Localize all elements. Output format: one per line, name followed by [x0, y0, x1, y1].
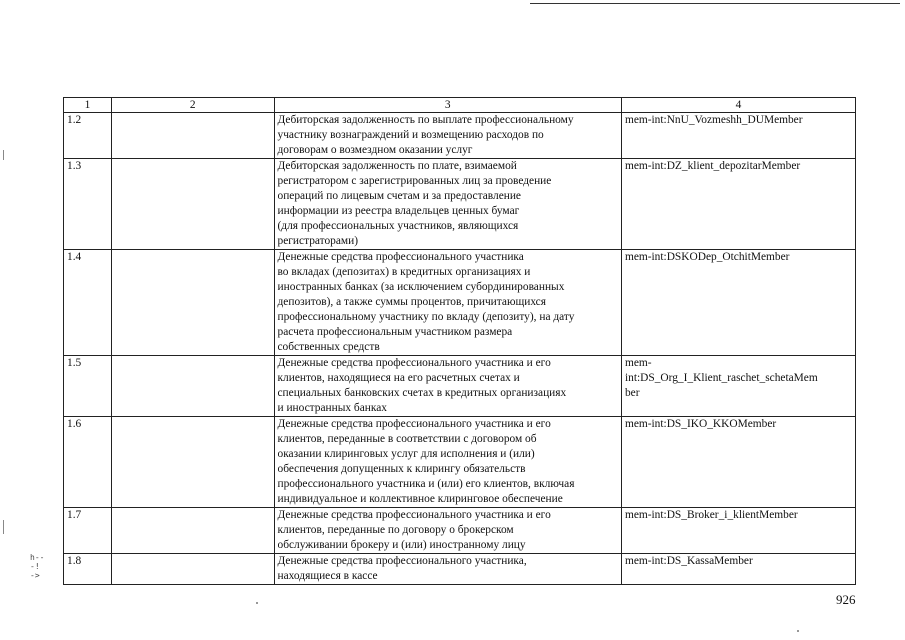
- column-header: 3: [274, 98, 621, 113]
- row-empty-cell: [112, 159, 274, 250]
- column-header: 4: [621, 98, 855, 113]
- row-number: 1.2: [64, 113, 112, 159]
- row-number: 1.5: [64, 356, 112, 417]
- row-empty-cell: [112, 508, 274, 554]
- row-member-code: mem-int:DSKODep_OtchitMember: [621, 250, 855, 356]
- data-table: [63, 97, 856, 585]
- row-empty-cell: [112, 356, 274, 417]
- scan-dot: [256, 602, 258, 604]
- row-number: 1.8: [64, 554, 112, 585]
- row-description: Денежные средства профессионального участника и его клиентов, переданные по договору о брокерском обслуживании брокеру и (или) иностранному лицу: [274, 508, 621, 554]
- table-row: [64, 554, 856, 585]
- row-member-code: mem-int:DS_KassaMember: [621, 554, 855, 585]
- row-description: Денежные средства профессионального участника во вкладах (депозитах) в кредитных организациях и иностранных банках (за исключением субординированных депозитов), а также суммы процентов, причитающихся профессиональному участнику по вкладу (депозиту), на дату расчета профессиональным участником размера собственных средств: [274, 250, 621, 356]
- row-number: 1.7: [64, 508, 112, 554]
- row-description: Дебиторская задолженность по выплате профессиональному участнику вознаграждений и возмещению расходов по договорам о возмездном оказании услуг: [274, 113, 621, 159]
- row-empty-cell: [112, 113, 274, 159]
- row-number: 1.6: [64, 417, 112, 508]
- row-description: Денежные средства профессионального участника, находящиеся в кассе: [274, 554, 621, 585]
- scan-artifact: h-- -! ->: [30, 553, 45, 580]
- row-description: Денежные средства профессионального участника и его клиентов, находящиеся на его расчетных счетах и специальных банковских счетах в кредитных организациях и иностранных банках: [274, 356, 621, 417]
- column-header: 1: [64, 98, 112, 113]
- scan-dot: [797, 630, 799, 632]
- row-description: Дебиторская задолженность по плате, взимаемой регистратором с зарегистрированных лиц за проведение операций по лицевым счетам и за предоставление информации из реестра владельцев ценных бумаг (для профессиональных участников, являющихся регистраторами): [274, 159, 621, 250]
- row-member-code: mem-int:NnU_Vozmeshh_DUMember: [621, 113, 855, 159]
- row-number: 1.4: [64, 250, 112, 356]
- table-row: [64, 508, 856, 554]
- top-rule: [530, 3, 900, 4]
- table-row: [64, 417, 856, 508]
- header-row: [64, 98, 856, 113]
- row-empty-cell: [112, 417, 274, 508]
- left-margin-mark: [3, 520, 4, 534]
- page-number: 926: [836, 592, 856, 607]
- row-member-code: mem-int:DS_Broker_i_klientMember: [621, 508, 855, 554]
- left-margin-mark: [3, 150, 4, 160]
- table-row: [64, 113, 856, 159]
- row-member-code: mem- int:DS_Org_I_Klient_raschet_schetaMem ber: [621, 356, 855, 417]
- table-row: [64, 356, 856, 417]
- row-empty-cell: [112, 250, 274, 356]
- row-empty-cell: [112, 554, 274, 585]
- table-row: [64, 159, 856, 250]
- row-member-code: mem-int:DZ_klient_depozitarMember: [621, 159, 855, 250]
- row-number: 1.3: [64, 159, 112, 250]
- column-header: 2: [112, 98, 274, 113]
- row-description: Денежные средства профессионального участника и его клиентов, переданные в соответствии с договором об оказании клиринговых услуг для исполнения и (или) обеспечения допущенных к клирингу обязательств профессионального участника и (или) его клиентов, включая индивидуальное и коллективное клиринговое обеспечение: [274, 417, 621, 508]
- row-member-code: mem-int:DS_IKO_KKOMember: [621, 417, 855, 508]
- table-row: [64, 250, 856, 356]
